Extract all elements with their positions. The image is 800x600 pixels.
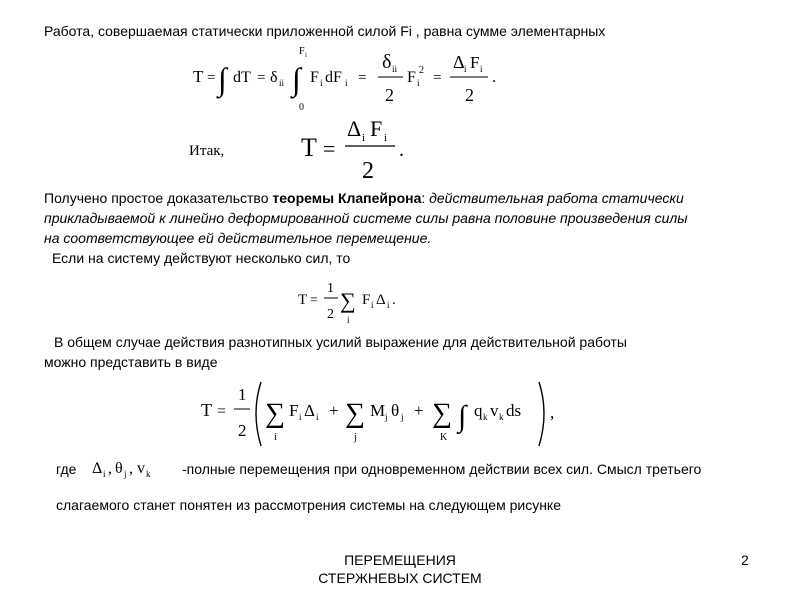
eq4-delta-sub: i bbox=[316, 412, 319, 422]
eq3-T: T bbox=[298, 292, 308, 308]
eq4-ds: ds bbox=[506, 401, 522, 420]
eq3-end: . bbox=[392, 292, 396, 308]
eq4-den: 2 bbox=[238, 421, 247, 440]
general-case-paragraph bbox=[44, 332, 627, 372]
theorem-statement-1: действительная работа статически bbox=[429, 190, 684, 206]
eq4-theta-sub: j bbox=[401, 412, 404, 422]
footer-line-2: СТЕРЖНЕВЫХ СИСТЕМ bbox=[318, 570, 482, 586]
right-paren bbox=[539, 382, 544, 446]
eq3-delta-sub: i bbox=[387, 300, 390, 310]
eq2-den: 2 bbox=[362, 158, 374, 184]
eq3-num: 1 bbox=[327, 281, 334, 296]
eq3-sum: ∑ bbox=[340, 288, 356, 313]
theorem-statement-2: прикладываемой к линейно деформированной системе силы равна половине произведения силы bbox=[44, 210, 688, 226]
eq3-delta: Δ bbox=[376, 292, 386, 308]
eq1-delta-sub: ii bbox=[279, 78, 285, 88]
theorem-name: теоремы Клапейрона bbox=[272, 190, 422, 206]
eq1-frac1-num-sub: ii bbox=[392, 64, 398, 74]
page-number: 2 bbox=[741, 552, 749, 568]
eq1-frac1-den: 2 bbox=[385, 85, 394, 105]
eq3-equals: = bbox=[310, 293, 318, 308]
eq4-integral: ∫ bbox=[458, 400, 467, 433]
where-comma-2: , bbox=[129, 460, 133, 477]
footer-line-1: ПЕРЕМЕЩЕНИЯ bbox=[344, 552, 456, 568]
eq1-frac2-delta-sub: i bbox=[464, 64, 467, 74]
eq4-v-sub: k bbox=[499, 412, 504, 422]
eq4-equals: = bbox=[217, 403, 227, 420]
eq4-q-sub: k bbox=[483, 412, 488, 422]
footer-title bbox=[300, 551, 500, 587]
eq2-delta: Δ bbox=[347, 116, 362, 141]
eq1-F-sub: i bbox=[320, 78, 323, 88]
eq3-den: 2 bbox=[327, 307, 334, 322]
equation-work-integral bbox=[185, 40, 515, 115]
where-theta-sub: j bbox=[124, 469, 127, 479]
eq4-num: 1 bbox=[238, 385, 247, 404]
eq4-T: T bbox=[201, 400, 212, 420]
eq2-F-sub: i bbox=[384, 132, 388, 144]
eq2-F: F bbox=[370, 116, 383, 141]
eq1-frac2-den: 2 bbox=[465, 85, 474, 105]
where-theta: θ bbox=[115, 460, 123, 477]
where-comma-1: , bbox=[108, 460, 112, 477]
eq4-end: , bbox=[550, 403, 555, 422]
eq2-T: T bbox=[301, 133, 317, 162]
eq4-M: M bbox=[370, 401, 386, 420]
eq4-sum2-sub: j bbox=[354, 432, 357, 443]
eq3-F: F bbox=[362, 292, 371, 308]
eq1-upper-limit: F bbox=[299, 46, 305, 57]
eq1-eq-4: = bbox=[433, 70, 442, 86]
eq1-delta: δ bbox=[270, 69, 278, 86]
last-line-text: слагаемого станет понятен из рассмотрения системы на следующем рисунке bbox=[56, 497, 561, 513]
eq1-dT: dT bbox=[233, 69, 251, 86]
several-forces-text: Если на систему действуют несколько сил, то bbox=[52, 250, 351, 266]
eq4-sum2: ∑ bbox=[345, 398, 365, 429]
eq1-eq-3: = bbox=[358, 70, 367, 86]
eq4-M-sub: j bbox=[385, 412, 388, 422]
equation-sum-forces bbox=[292, 276, 427, 328]
eq4-sum3-sub: K bbox=[440, 432, 448, 443]
eq2-delta-sub: i bbox=[362, 132, 366, 144]
eq4-plus-2: + bbox=[414, 401, 424, 420]
where-label: где bbox=[56, 461, 77, 477]
general-line-2: можно представить в виде bbox=[44, 354, 218, 370]
eq3-F-sub: i bbox=[371, 300, 374, 310]
eq1-T: T bbox=[193, 67, 204, 86]
eq1-equals: = bbox=[207, 70, 216, 86]
where-description: -полные перемещения при одновременном действии всех сил. Смысл третьего bbox=[182, 461, 702, 477]
eq1-frac2-F: F bbox=[470, 53, 480, 72]
eq4-sum1-sub: i bbox=[274, 432, 277, 443]
eq1-frac2-F-sub: i bbox=[480, 64, 483, 74]
theorem-paragraph bbox=[44, 188, 784, 248]
theorem-colon: : bbox=[421, 190, 430, 206]
eq1-dF-sub: i bbox=[345, 78, 348, 88]
theorem-statement-3: на соответствующее ей действительное перемещение. bbox=[44, 230, 432, 246]
where-delta-sub: i bbox=[103, 469, 106, 479]
eq1-integral-1: ∫ bbox=[218, 61, 227, 97]
eq1-eq-2: = bbox=[257, 70, 266, 86]
eq1-upper-limit-sub: i bbox=[305, 51, 307, 59]
eq4-plus-1: + bbox=[329, 401, 339, 420]
eq1-lower-limit: 0 bbox=[299, 102, 304, 113]
equation-clapeyron bbox=[295, 112, 425, 184]
theorem-intro: Получено простое доказательство bbox=[44, 190, 273, 206]
where-v-sub: k bbox=[146, 469, 151, 479]
eq4-F-sub: i bbox=[299, 412, 302, 422]
intro-text: Работа, совершаемая статически приложенной силой Fi , равна сумме элементарных bbox=[44, 23, 606, 39]
eq4-q: q bbox=[474, 401, 483, 420]
eq4-delta: Δ bbox=[304, 401, 315, 420]
where-symbols bbox=[90, 456, 190, 480]
eq4-F: F bbox=[289, 401, 299, 420]
equation-general-work bbox=[195, 378, 570, 450]
where-delta: Δ bbox=[92, 460, 103, 477]
eq4-sum3: ∑ bbox=[432, 398, 452, 429]
eq1-integral-2: ∫ bbox=[292, 61, 301, 97]
eq4-v: v bbox=[490, 401, 499, 420]
eq4-theta: θ bbox=[391, 401, 400, 420]
where-v: v bbox=[137, 460, 145, 477]
eq1-Fi2: F bbox=[407, 69, 416, 86]
eq2-equals: = bbox=[323, 136, 336, 161]
itak-label: Итак, bbox=[189, 143, 225, 159]
eq2-end: . bbox=[399, 139, 404, 161]
eq1-Fi2-sub: i bbox=[417, 78, 420, 88]
eq3-sum-sub: i bbox=[347, 315, 350, 325]
eq1-end: . bbox=[492, 69, 496, 86]
eq1-frac2-delta: Δ bbox=[453, 52, 465, 72]
general-line-1: В общем случае действия разнотипных усилий выражение для действительной работы bbox=[54, 334, 627, 350]
eq1-Fi2-sup: 2 bbox=[419, 65, 424, 76]
eq1-dF: dF bbox=[325, 69, 342, 86]
left-paren bbox=[256, 382, 261, 446]
eq1-frac1-num: δ bbox=[382, 51, 392, 73]
eq4-sum1: ∑ bbox=[265, 398, 285, 429]
eq1-F: F bbox=[310, 69, 319, 86]
